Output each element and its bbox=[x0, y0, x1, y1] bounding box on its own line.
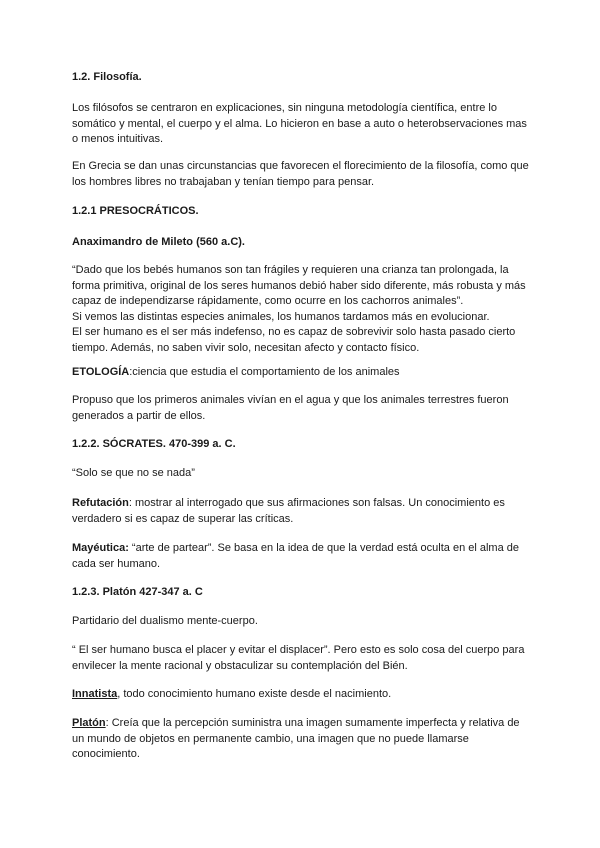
paragraph-intro: Los filósofos se centraron en explicaciones, sin ninguna metodología científica, entre lo somático y mental, el cuerpo y el alma. Lo hicieron en base a auto o heterobservaciones mas o menos intuitivas. bbox=[72, 102, 527, 145]
heading-1-2: 1.2. Filosofía. bbox=[72, 71, 142, 83]
paragraph-etologia bbox=[72, 365, 532, 381]
etologia-term: ETOLOGÍA bbox=[72, 366, 130, 378]
socrates-quote: “Solo se que no se nada” bbox=[72, 467, 195, 479]
heading-anaximandro: Anaximandro de Mileto (560 a.C). bbox=[72, 236, 245, 248]
paragraph-refutacion bbox=[72, 496, 532, 527]
paragraph-innatista bbox=[72, 687, 532, 703]
platon-term: Platón bbox=[72, 717, 106, 729]
refutacion-text: : mostrar al interrogado que sus afirmaciones son falsas. Un conocimiento es verdadero si es capaz de superar las críticas. bbox=[72, 497, 505, 525]
anaximandro-line-3: El ser humano es el ser más indefenso, no es capaz de sobrevivir solo hasta pasado cierto tiempo. Además, no saben vivir solo, necesitan afecto y contacto físico. bbox=[72, 326, 516, 354]
innatista-term: Innatista bbox=[72, 688, 118, 700]
paragraph-platon bbox=[72, 716, 532, 763]
platon-text: : Creía que la percepción suministra una imagen sumamente imperfecta y relativa de un mundo de objetos en permanente cambio, una imagen que no puede llamarse conocimiento. bbox=[72, 717, 520, 760]
paragraph-anaximandro bbox=[72, 263, 532, 356]
paragraph-grecia: En Grecia se dan unas circunstancias que favorecen el florecimiento de la filosofía, como que los hombres libres no trabajaban y tenían tiempo para pensar. bbox=[72, 160, 529, 188]
mayeutica-text: “arte de partear”. Se basa en la idea de que la verdad está oculta en el alma de cada ser humano. bbox=[72, 542, 519, 570]
etologia-definition: :ciencia que estudia el comportamiento de los animales bbox=[129, 366, 400, 378]
innatista-text: , todo conocimiento humano existe desde el nacimiento. bbox=[117, 688, 392, 700]
paragraph-propuso: Propuso que los primeros animales vivían en el agua y que los animales terrestres fueron generados a partir de ellos. bbox=[72, 394, 509, 422]
heading-1-2-2: 1.2.2. SÓCRATES. 470-399 a. C. bbox=[72, 438, 236, 450]
platon-quote: “ El ser humano busca el placer y evitar el displacer”. Pero esto es solo cosa del cuerpo para envilecer la mente racional y obstaculizar su contemplación del Bién. bbox=[72, 644, 525, 672]
anaximandro-line-2: Si vemos las distintas especies animales, los humanos tardamos más en evolucionar. bbox=[72, 310, 490, 323]
refutacion-term: Refutación bbox=[72, 497, 129, 509]
paragraph-mayeutica bbox=[72, 541, 532, 572]
mayeutica-term: Mayéutica: bbox=[72, 542, 129, 554]
paragraph-dualismo: Partidario del dualismo mente-cuerpo. bbox=[72, 615, 258, 627]
anaximandro-quote: “Dado que los bebés humanos son tan frágiles y requieren una crianza tan prolongada, la forma primitiva, original de los seres humanos debió haber sido diferente, más robusta y más capaz de independizarse rápidamente, como ocurre en los cachorros animales”. bbox=[72, 264, 526, 307]
heading-1-2-3: 1.2.3. Platón 427-347 a. C bbox=[72, 586, 203, 598]
heading-1-2-1: 1.2.1 PRESOCRÁTICOS. bbox=[72, 205, 199, 217]
